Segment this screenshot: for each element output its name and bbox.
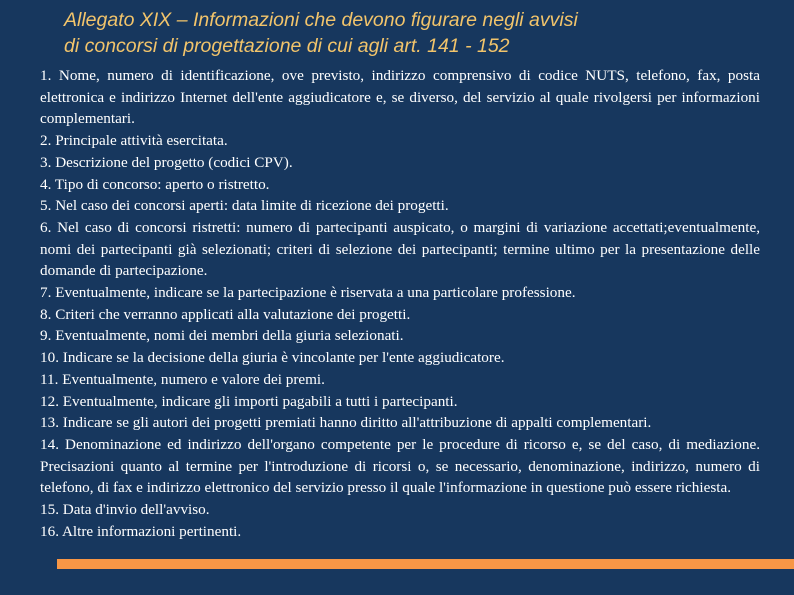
bottom-accent-bar	[57, 559, 794, 569]
list-item: 13. Indicare se gli autori dei progetti premiati hanno diritto all'attribuzione di appalti complementari.	[40, 414, 652, 432]
slide-title	[64, 7, 764, 59]
list-item: 12. Eventualmente, indicare gli importi pagabili a tutti i partecipanti.	[40, 392, 458, 410]
list-item: 9. Eventualmente, nomi dei membri della giuria selezionati.	[40, 327, 404, 345]
list-item: 16. Altre informazioni pertinenti.	[40, 522, 242, 540]
list-item: 4. Tipo di concorso: aperto o ristretto.	[40, 175, 270, 193]
items-list	[40, 65, 760, 542]
list-item: 10. Indicare se la decisione della giuria è vincolante per l'ente aggiudicatore.	[40, 349, 505, 367]
list-item: 15. Data d'invio dell'avviso.	[40, 501, 210, 519]
list-item: 6. Nel caso di concorsi ristretti: numero di partecipanti auspicato, o margini di variazione accettati;eventualmente, nomi dei partecipanti già selezionati; criteri di selezione dei partecipanti; termine ultimo per la presentazione delle domande di partecipazione.	[40, 218, 760, 280]
list-item: 7. Eventualmente, indicare se la partecipazione è riservata a una particolare professione.	[40, 284, 576, 302]
list-item: 3. Descrizione del progetto (codici CPV).	[40, 153, 293, 171]
list-item: 8. Criteri che verranno applicati alla valutazione dei progetti.	[40, 305, 411, 323]
list-item: 14. Denominazione ed indirizzo dell'organo competente per le procedure di ricorso e, se del caso, di mediazione. Precisazioni quanto al termine per l'introduzione di ricorsi o, se necessario, denominazione, indirizzo, numero di telefono, di fax e indirizzo elettronico del servizio presso il quale l'informazione in questione può essere richiesta.	[40, 435, 760, 497]
list-item: 2. Principale attività esercitata.	[40, 132, 228, 150]
slide-title-line-1: Allegato XIX – Informazioni che devono figurare negli avvisi	[64, 9, 578, 31]
list-item: 1. Nome, numero di identificazione, ove previsto, indirizzo comprensivo di codice NUTS, telefono, fax, posta elettronica e indirizzo Internet dell'ente aggiudicatore e, se diverso, del servizio al quale rivolgersi per informazioni complementari.	[40, 67, 760, 128]
list-item: 11. Eventualmente, numero e valore dei premi.	[40, 370, 325, 388]
list-item: 5. Nel caso dei concorsi aperti: data limite di ricezione dei progetti.	[40, 197, 449, 215]
slide-title-line-2: di concorsi di progettazione di cui agli art. 141 - 152	[64, 35, 510, 57]
